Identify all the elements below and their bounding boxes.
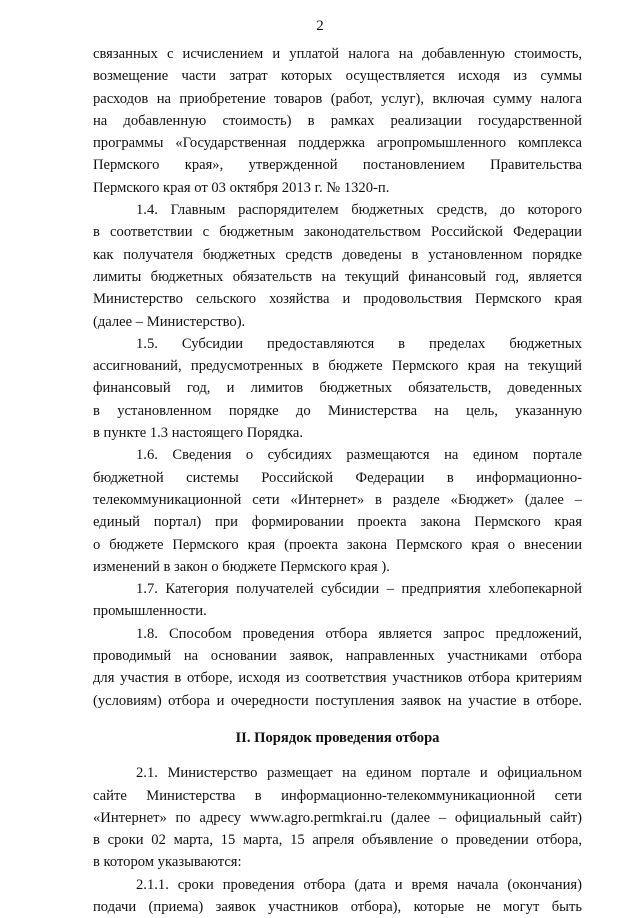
text-line: единый портал) при формировании проекта закона Пермского края [93, 514, 582, 531]
text-line: телекоммуникационной сети «Интернет» в разделе «Бюджет» (далее – [93, 491, 582, 508]
text-line: изменений в закон о бюджете Пермского края ). [93, 558, 390, 575]
text-line: 2.1.1. сроки проведения отбора (дата и время начала (окончания) [136, 876, 582, 893]
text-line: связанных с исчислением и уплатой налога на добавленную стоимость, [93, 46, 582, 62]
text-line: для участия в отборе, исходя из соответствия участников отбора критериям [93, 670, 582, 687]
text-line: 2.1. Министерство размещает на едином портале и официальном [136, 765, 582, 782]
text-line: бюджетной системы Российской Федерации в информационно- [93, 469, 582, 486]
text-line: на добавленную стоимость) в рамках реализации государственной [93, 112, 582, 129]
text-line: «Интернет» по адресу www.agro.permkrai.ru (далее – официальный сайт) [93, 809, 582, 826]
text-line: в котором указываются: [93, 854, 242, 871]
text-line: финансовый год, и лимитов бюджетных обязательств, доведенных [93, 380, 582, 397]
text-line: сайте Министерства в информационно-телекоммуникационной сети [93, 787, 582, 804]
text-line: 1.8. Способом проведения отбора является запрос предложений, [136, 625, 582, 642]
document-body [93, 43, 582, 918]
text-line: 1.6. Сведения о субсидиях размещаются на едином портале [136, 447, 582, 464]
text-line: лимиты бюджетных обязательств на текущий финансовый год, является [93, 268, 582, 285]
text-line: Пермского края», утвержденной постановлением Правительства [93, 157, 582, 174]
text-line: в пункте 1.3 настоящего Порядка. [93, 425, 303, 442]
page-number: 2 [316, 18, 324, 34]
text-line: программы «Государственная поддержка агропромышленного комплекса [93, 135, 582, 152]
text-line: 1.4. Главным распорядителем бюджетных средств, до которого [136, 202, 582, 219]
text-line: подачи (приема) заявок участников отбора), которые не могут быть [93, 898, 582, 915]
section-heading: II. Порядок проведения отбора [235, 729, 440, 746]
text-line: возмещение части затрат которых осуществляется исходя из суммы [93, 68, 582, 85]
text-line: в соответствии с бюджетным законодательством Российской Федерации [93, 224, 582, 241]
text-line: промышленности. [93, 603, 207, 620]
text-line: о бюджете Пермского края (проекта закона Пермского края о внесении [93, 536, 582, 553]
text-line: проводимый на основании заявок, направленных участниками отбора [93, 648, 582, 665]
text-line: Министерство сельского хозяйства и продовольствия Пермского края [93, 291, 582, 308]
text-line: как получателя бюджетных средств доведены в установленном порядке [93, 246, 582, 263]
text-line: 1.7. Категория получателей субсидии – предприятия хлебопекарной [136, 581, 582, 598]
text-line: расходов на приобретение товаров (работ, услуг), включая сумму налога [93, 90, 582, 107]
text-line: ассигнований, предусмотренных в бюджете Пермского края на текущий [93, 358, 582, 375]
text-line: в сроки 02 марта, 15 марта, 15 апреля объявление о проведении отбора, [93, 832, 582, 849]
text-line: в установленном порядке до Министерства на цель, указанную [93, 402, 582, 419]
text-line: Пермского края от 03 октября 2013 г. № 1320-п. [93, 179, 390, 196]
text-line: (далее – Министерство). [93, 313, 246, 330]
text-line: 1.5. Субсидии предоставляются в пределах бюджетных [136, 335, 582, 352]
text-line: (условиям) отбора и очередности поступления заявок на участие в отборе. [93, 692, 582, 709]
